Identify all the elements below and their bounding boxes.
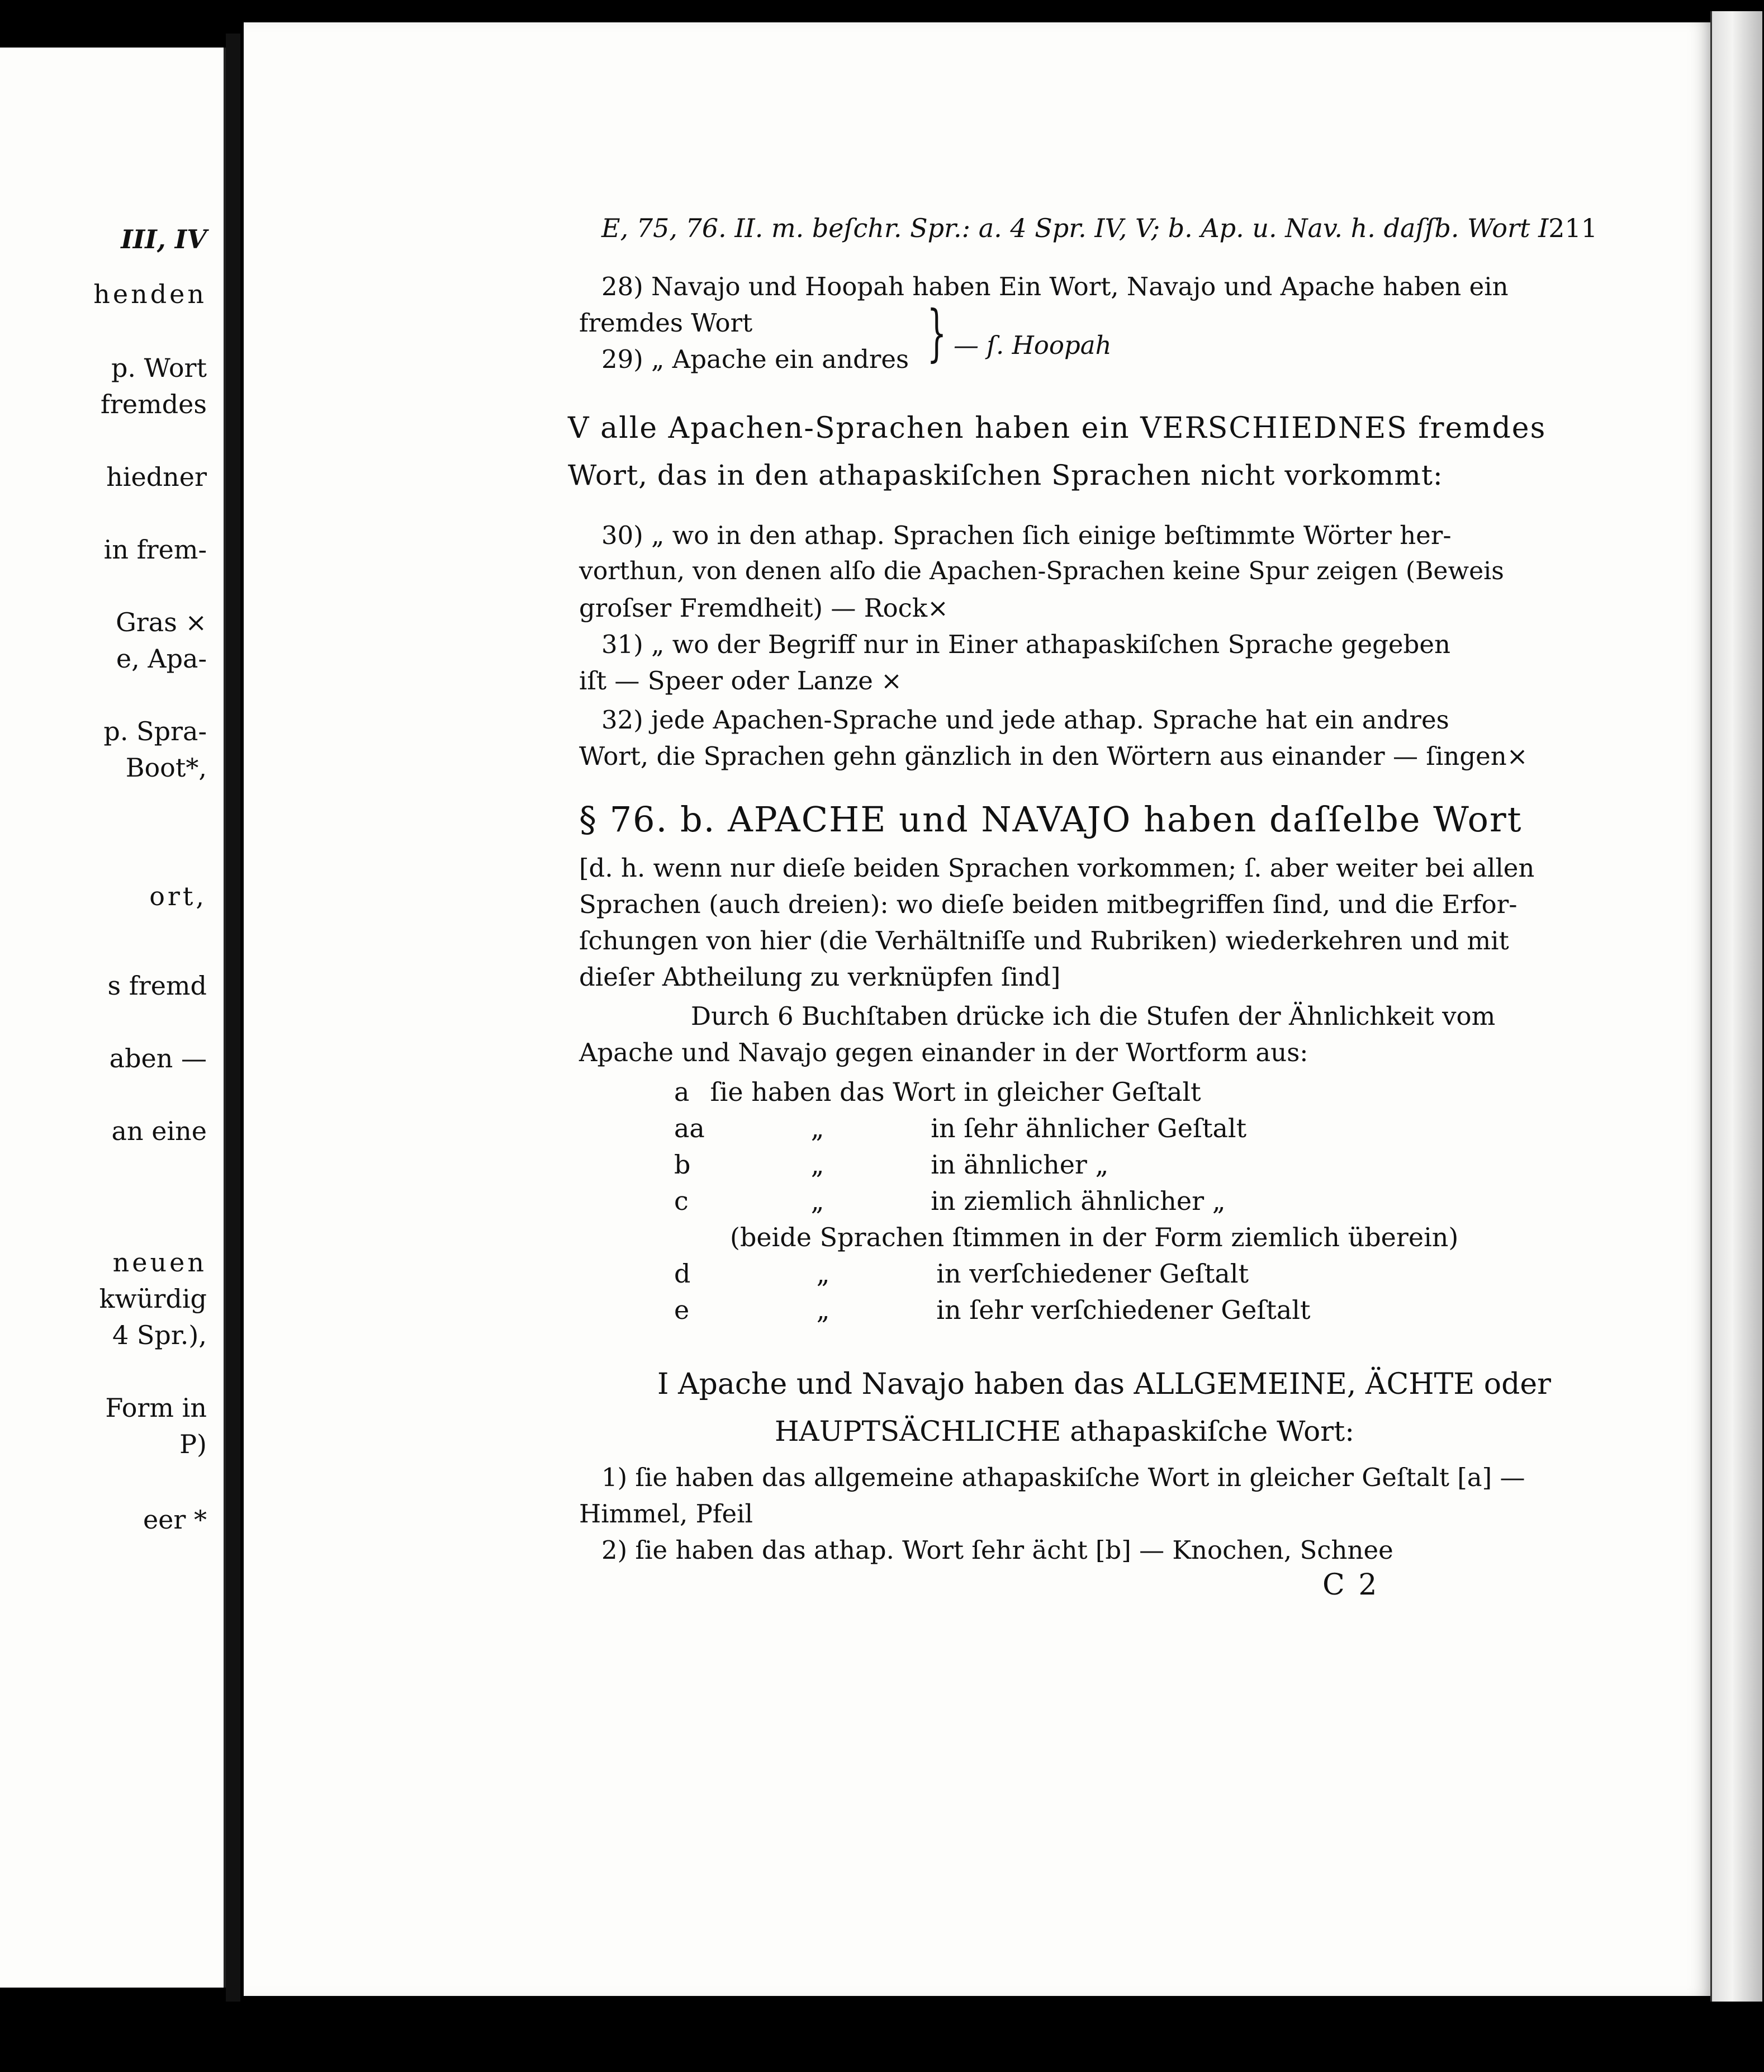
grade-ditto: „	[810, 1186, 824, 1216]
left-fragment: in frem-	[103, 534, 207, 565]
grade-ditto: „	[810, 1149, 824, 1180]
grade-text: in ziemlich ähnlicher „	[931, 1186, 1226, 1216]
left-fragment: Boot*,	[125, 753, 207, 783]
text-line: Wort, die Sprachen gehn gänzlich in den Wörtern aus einander — ſingen×	[579, 741, 1528, 771]
grade-row	[674, 1115, 1246, 1141]
text-line: ſchungen von hier (die Verhältniſſe und Rubriken) wiederkehren und mit	[579, 926, 1509, 955]
grade-key: e	[674, 1295, 690, 1325]
grade-text: ſie haben das Wort in gleicher Geſtalt	[710, 1077, 1201, 1107]
left-fragment: an eine	[111, 1116, 207, 1146]
left-fragment: III, IV	[121, 224, 207, 254]
section-heading-76: § 76. b. APACHE und NAVAJO haben daſſelbe Wort	[579, 799, 1523, 840]
grade-note: (beide Sprachen ſtimmen in der Form ziemlich überein)	[730, 1222, 1459, 1252]
left-fragment: P)	[179, 1429, 207, 1459]
grade-key: c	[674, 1186, 689, 1216]
page-edge	[1710, 11, 1762, 2002]
text-line: 32) jede Apachen-Sprache und jede athap. Sprache hat ein andres	[601, 705, 1449, 735]
left-fragment: p. Wort	[111, 353, 207, 383]
grade-key: b	[674, 1149, 691, 1180]
text-line: dieſer Abtheilung zu verknüpfen ſind]	[579, 962, 1061, 992]
grade-key: a	[674, 1077, 690, 1107]
left-fragment: hiedner	[106, 462, 207, 492]
left-fragment: fremdes	[100, 389, 207, 419]
text-line: vorthun, von denen alſo die Apachen-Sprachen keine Spur zeigen (Beweis	[579, 557, 1504, 585]
left-page	[0, 48, 226, 1988]
text-line: 30) „ wo in den athap. Sprachen ſich einige beſtimmte Wörter her-	[601, 521, 1452, 550]
grade-ditto: „	[816, 1259, 830, 1289]
text-line: Apache und Navajo gegen einander in der Wortform aus:	[579, 1038, 1308, 1067]
right-page	[240, 22, 1719, 1996]
brace-reference: — ſ. Hoopah	[954, 330, 1112, 360]
grade-row	[674, 1079, 1201, 1105]
grade-key: aa	[674, 1113, 705, 1143]
text-line: Sprachen (auch dreien): wo dieſe beiden mitbegriffen ſind, und die Erfor-	[579, 890, 1518, 919]
left-fragment: Form in	[105, 1393, 207, 1423]
left-fragment: henden	[93, 279, 207, 309]
grade-row	[674, 1297, 1310, 1323]
grade-text: in ſehr verſchiedener Geſtalt	[936, 1295, 1311, 1325]
grade-text: in verſchiedener Geſtalt	[936, 1259, 1249, 1289]
brace-glyph: }	[927, 297, 947, 368]
left-fragment: ort,	[149, 881, 207, 911]
left-fragment: e, Apa-	[116, 644, 207, 674]
grade-ditto: „	[816, 1295, 830, 1325]
text-line: groſser Fremdheit) — Rock×	[579, 593, 949, 623]
grade-ditto: „	[810, 1113, 824, 1143]
left-fragment: kwürdig	[99, 1284, 207, 1314]
text-line: fremdes Wort	[579, 308, 753, 338]
section-heading-v: V alle Apachen-Sprachen haben ein VERSCHIEDNES fremdes	[568, 411, 1547, 445]
left-fragment: eer *	[143, 1505, 207, 1535]
book-gutter	[226, 34, 240, 2002]
text-line: iſt — Speer oder Lanze ×	[579, 666, 902, 696]
grade-row	[674, 1259, 1249, 1289]
left-fragment: s fremd	[107, 971, 207, 1001]
text-line: 2) ſie haben das athap. Wort ſehr ächt [b] — Knochen, Schnee	[601, 1535, 1393, 1565]
section-heading-i: I Apache und Navajo haben das ALLGEMEINE, ÄCHTE oder	[657, 1368, 1551, 1401]
text-line: 29) „ Apache ein andres	[601, 344, 909, 374]
page-number: 211	[1548, 213, 1598, 243]
text-line: 31) „ wo der Begriff nur in Einer athapaskiſchen Sprache gegeben	[601, 630, 1450, 659]
text-line: Durch 6 Buchſtaben drücke ich die Stufen der Ähnlichkeit vom	[691, 1001, 1496, 1031]
grade-text: in ſehr ähnlicher Geſtalt	[931, 1113, 1247, 1143]
grade-row	[674, 1149, 1109, 1180]
running-header	[601, 213, 1598, 243]
grade-key: d	[674, 1259, 691, 1289]
text-line: Himmel, Pfeil	[579, 1499, 753, 1529]
grade-text: in ähnlicher „	[931, 1149, 1109, 1180]
text-line: 28) Navajo und Hoopah haben Ein Wort, Navajo und Apache haben ein	[601, 272, 1509, 301]
grade-row	[674, 1188, 1226, 1214]
left-fragment: p. Spra-	[103, 716, 207, 746]
section-heading-i-continued: HAUPTSÄCHLICHE athapaskiſche Wort:	[775, 1415, 1355, 1447]
left-fragment: aben —	[109, 1043, 207, 1073]
header-text: E, 75, 76. II. m. beſchr. Spr.: a. 4 Spr. IV, V; b. Ap. u. Nav. h. daſſb. Wort I	[601, 213, 1549, 243]
left-fragment: 4 Spr.),	[112, 1320, 207, 1350]
left-fragment: neuen	[112, 1247, 207, 1278]
text-line: 1) ſie haben das allgemeine athapaskiſche Wort in gleicher Geſtalt [a] —	[601, 1463, 1525, 1492]
text-line: [d. h. wenn nur dieſe beiden Sprachen vorkommen; ſ. aber weiter bei allen	[579, 853, 1535, 883]
signature-mark: C 2	[1322, 1568, 1379, 1602]
section-heading-v-continued: Wort, das in den athapaskiſchen Sprachen nicht vorkommt:	[568, 459, 1443, 491]
left-fragment: Gras ×	[116, 607, 207, 637]
